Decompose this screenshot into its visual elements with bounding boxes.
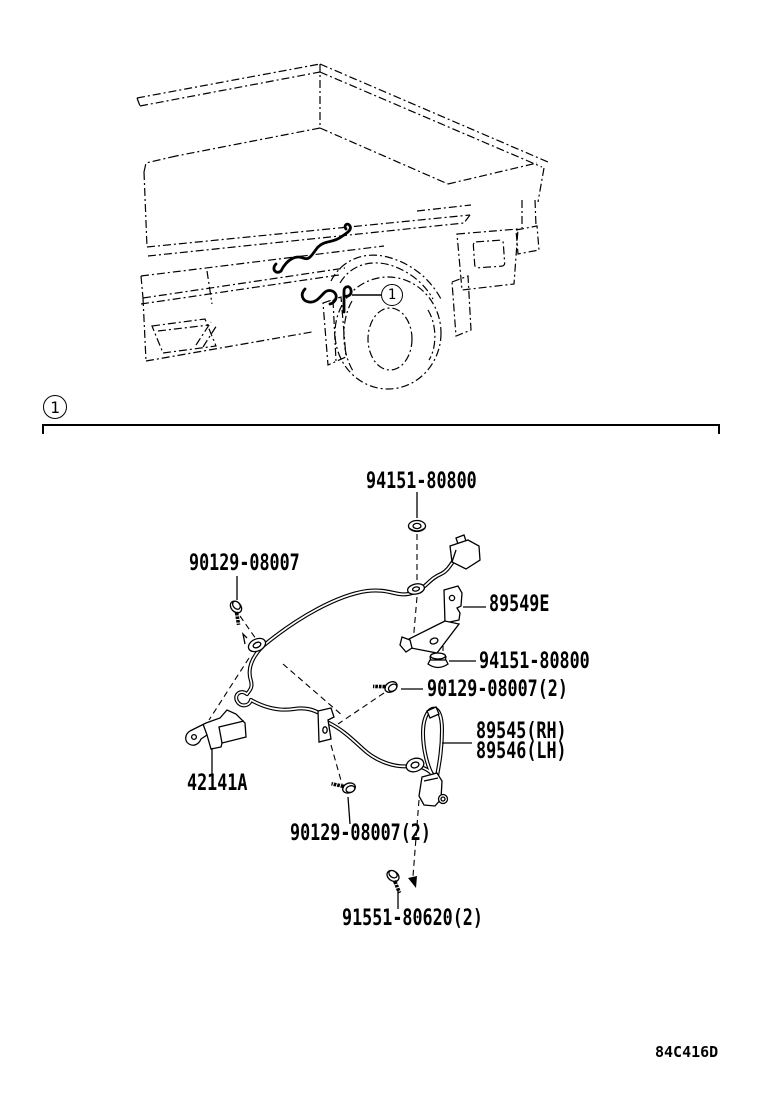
section-marker-badge bbox=[43, 395, 67, 419]
part-label-sensor-rh: 89545(RH) bbox=[476, 719, 567, 744]
dashed-line-arrowhead bbox=[408, 876, 417, 888]
part-label-bracket-lower-left: 42141A bbox=[187, 771, 248, 796]
section-bracket-line bbox=[43, 425, 719, 434]
part-label-nut-upper: 94151-80800 bbox=[366, 469, 477, 494]
clamp-icons bbox=[243, 582, 439, 774]
truck-callout-badge bbox=[381, 284, 403, 306]
truck-illustration bbox=[137, 64, 548, 389]
part-label-bolt-middle: 90129-08007(2) bbox=[427, 677, 568, 702]
part-label-screw-bottom: 91551-80620(2) bbox=[342, 906, 483, 931]
part-label-bolt-bottom: 90129-08007(2) bbox=[290, 821, 431, 846]
bracket-89549-icon bbox=[400, 586, 462, 653]
part-label-sensor-lh: 89546(LH) bbox=[476, 739, 567, 764]
truck-harness-highlight bbox=[274, 224, 351, 312]
connector-icon bbox=[450, 535, 480, 569]
section-marker-number: 1 bbox=[50, 397, 60, 417]
part-label-bolt-upper-left: 90129-08007 bbox=[189, 551, 300, 576]
sensor-icon bbox=[419, 773, 448, 806]
part-label-bracket-right: 89549E bbox=[489, 592, 550, 617]
drawing-code: 84C416D bbox=[655, 1043, 719, 1061]
bracket-42141-icon bbox=[186, 710, 246, 749]
part-label-nut-right: 94151-80800 bbox=[479, 649, 590, 674]
wheel-and-fender bbox=[323, 255, 442, 389]
truck-callout-number: 1 bbox=[387, 287, 397, 303]
